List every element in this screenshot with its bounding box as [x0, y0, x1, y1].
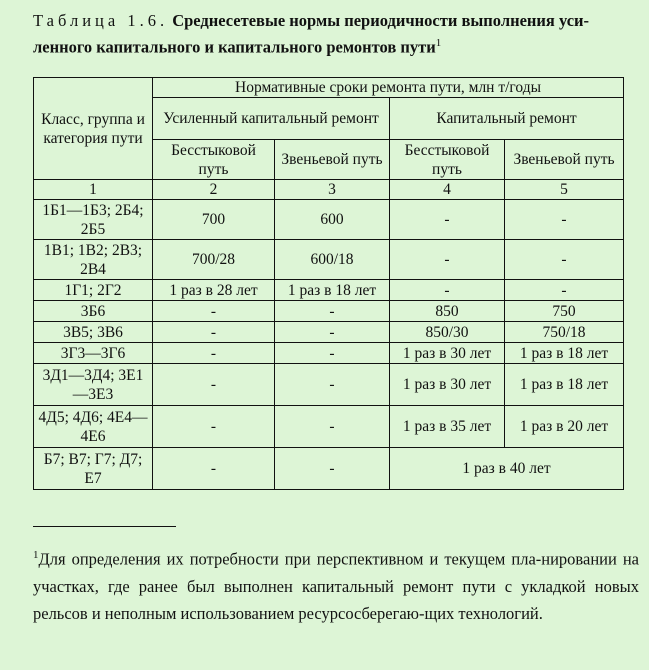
value-cell: 750: [505, 301, 624, 322]
class-cell: Б7; В7; Г7; Д7; Е7: [34, 448, 153, 490]
value-cell: -: [153, 322, 275, 343]
table-row: [34, 364, 624, 406]
class-cell: 3Б6: [34, 301, 153, 322]
header-capital: Капитальный ремонт: [390, 98, 624, 140]
value-cell: -: [275, 364, 390, 406]
value-cell: 700: [153, 200, 275, 240]
table-caption: [33, 10, 638, 59]
value-cell: -: [390, 240, 505, 280]
value-cell: 700/28: [153, 240, 275, 280]
value-cell: -: [153, 448, 275, 490]
value-cell: -: [153, 364, 275, 406]
value-cell: 1 раз в 18 лет: [275, 280, 390, 301]
table-row: [34, 240, 624, 280]
value-cell: 1 раз в 30 лет: [390, 343, 505, 364]
value-cell: 1 раз в 18 лет: [505, 343, 624, 364]
column-number: 5: [505, 180, 624, 200]
class-cell: 1В1; 1В2; 2В3; 2В4: [34, 240, 153, 280]
value-cell: 1 раз в 30 лет: [390, 364, 505, 406]
value-cell: -: [275, 343, 390, 364]
value-cell: 600: [275, 200, 390, 240]
class-cell: 1Г1; 2Г2: [34, 280, 153, 301]
value-cell: -: [275, 301, 390, 322]
column-number: 3: [275, 180, 390, 200]
column-number-row: [34, 180, 624, 200]
footnote: [33, 542, 639, 627]
value-cell: -: [275, 406, 390, 448]
value-cell: -: [153, 406, 275, 448]
value-cell: 850: [390, 301, 505, 322]
value-cell: -: [275, 322, 390, 343]
value-cell: 1 раз в 35 лет: [390, 406, 505, 448]
class-cell: 3Г3—3Г6: [34, 343, 153, 364]
class-cell: 3В5; 3В6: [34, 322, 153, 343]
value-cell: -: [505, 200, 624, 240]
header-jointless-reinforced: Бесстыковой путь: [153, 140, 275, 180]
table-row: [34, 406, 624, 448]
footnote-text: Для определения их потребности при перспективном и текущем пла-нировании на участках, где ранее был выполнен капитальный ремонт пути с укладкой новых рельсов и неполным использованием ресурсосберегаю-щих технологий.: [33, 549, 639, 623]
value-cell: -: [390, 200, 505, 240]
table-row: [34, 322, 624, 343]
value-cell: -: [153, 301, 275, 322]
header-reinforced: Усиленный капитальный ремонт: [153, 98, 390, 140]
header-jointless-capital: Бесстыковой путь: [390, 140, 505, 180]
table-row: [34, 343, 624, 364]
repair-norms-table: [33, 77, 624, 490]
value-cell: 1 раз в 18 лет: [505, 364, 624, 406]
value-cell: -: [505, 240, 624, 280]
header-normative: Нормативные сроки ремонта пути, млн т/годы: [153, 78, 624, 98]
value-cell: 850/30: [390, 322, 505, 343]
table-row: [34, 200, 624, 240]
footnote-mark: 1: [33, 549, 39, 561]
column-number: 4: [390, 180, 505, 200]
table-title: Среднесетевые нормы периодичности выполнения уси-ленного капитального и капитального ремонтов пути: [33, 11, 590, 57]
table-row: [34, 301, 624, 322]
value-cell: 750/18: [505, 322, 624, 343]
column-number: 1: [34, 180, 153, 200]
class-cell: 4Д5; 4Д6; 4Е4—4Е6: [34, 406, 153, 448]
table-row: [34, 448, 624, 490]
value-cell: 600/18: [275, 240, 390, 280]
header-jointed-capital: Звеньевой путь: [505, 140, 624, 180]
header-jointed-reinforced: Звеньевой путь: [275, 140, 390, 180]
header-class-group: Класс, группа и категория пути: [34, 78, 153, 180]
column-number: 2: [153, 180, 275, 200]
value-cell-merged: 1 раз в 40 лет: [390, 448, 624, 490]
value-cell: -: [275, 448, 390, 490]
class-cell: 1Б1—1Б3; 2Б4; 2Б5: [34, 200, 153, 240]
footnote-ref: 1: [435, 37, 442, 49]
table-row: [34, 280, 624, 301]
table-label: Таблица 1.6.: [33, 11, 169, 30]
value-cell: 1 раз в 28 лет: [153, 280, 275, 301]
value-cell: -: [390, 280, 505, 301]
footnote-divider: [33, 526, 176, 527]
value-cell: 1 раз в 20 лет: [505, 406, 624, 448]
value-cell: -: [505, 280, 624, 301]
value-cell: -: [153, 343, 275, 364]
class-cell: 3Д1—3Д4; 3Е1—3Е3: [34, 364, 153, 406]
